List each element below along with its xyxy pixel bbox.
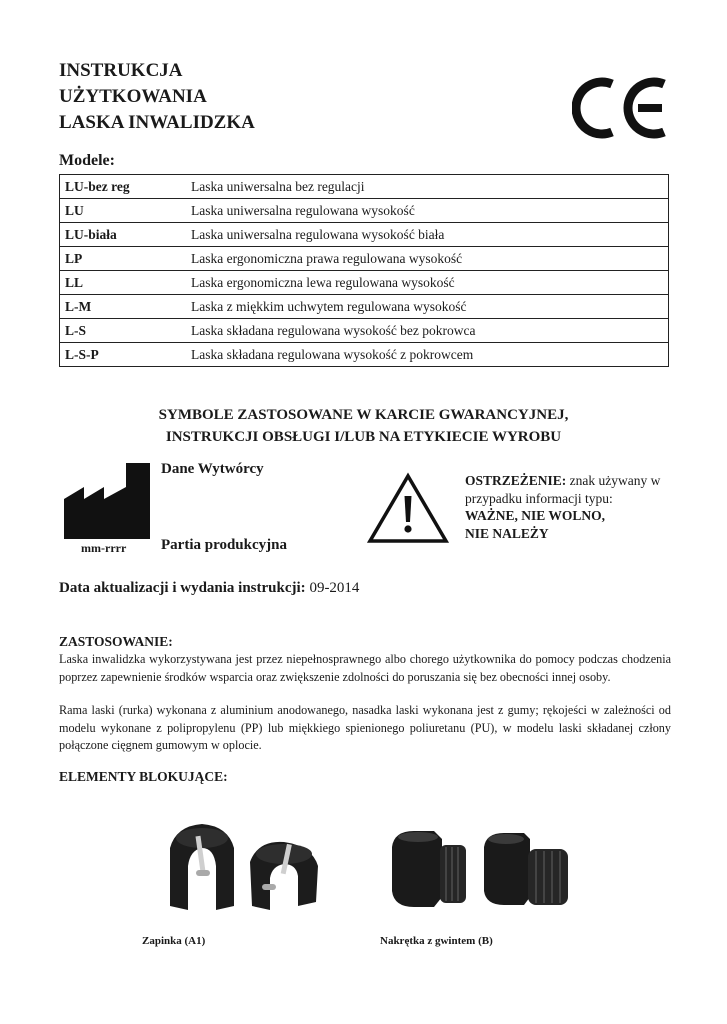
application-heading: ZASTOSOWANIE: bbox=[59, 634, 173, 649]
model-code: LU-biała bbox=[60, 223, 187, 247]
table-row bbox=[60, 199, 669, 223]
warning-examples-line-2: NIE NALEŻY bbox=[465, 525, 549, 541]
model-code: L-M bbox=[60, 295, 187, 319]
title-line-3: LASKA INWALIDZKA bbox=[59, 112, 255, 133]
model-description: Laska składana regulowana wysokość bez pokrowca bbox=[186, 319, 669, 343]
model-description: Laska z miękkim uchwytem regulowana wysokość bbox=[186, 295, 669, 319]
model-description: Laska uniwersalna bez regulacji bbox=[186, 175, 669, 199]
title-line-1: INSTRUKCJA bbox=[59, 60, 183, 81]
symbols-heading-line-1: SYMBOLE ZASTOSOWANE W KARCIE GWARANCYJNEJ, bbox=[158, 407, 569, 423]
model-description: Laska składana regulowana wysokość z pokrowcem bbox=[186, 343, 669, 367]
models-table bbox=[59, 174, 669, 367]
model-description: Laska ergonomiczna lewa regulowana wysokość bbox=[186, 271, 669, 295]
document-title bbox=[59, 58, 255, 136]
update-date-value: 09-2014 bbox=[305, 580, 360, 596]
batch-label: Partia produkcyjna bbox=[161, 537, 287, 553]
model-code: L-S bbox=[60, 319, 187, 343]
update-date-line bbox=[59, 580, 359, 597]
warning-triangle-icon bbox=[366, 472, 450, 544]
symbols-heading-line-2: INSTRUKCJI OBSŁUGI I/LUB NA ETYKIECIE WYROBU bbox=[165, 429, 562, 445]
clip-caption: Zapinka (A1) bbox=[142, 935, 206, 947]
table-row bbox=[60, 271, 669, 295]
table-row bbox=[60, 319, 669, 343]
model-description: Laska uniwersalna regulowana wysokość bbox=[186, 199, 669, 223]
model-code: L-S-P bbox=[60, 343, 187, 367]
model-description: Laska ergonomiczna prawa regulowana wysokość bbox=[186, 247, 669, 271]
nut-caption: Nakrętka z gwintem (B) bbox=[380, 935, 493, 947]
clip-image bbox=[158, 818, 338, 918]
lot-code: mm-rrrr bbox=[81, 541, 127, 555]
table-row bbox=[60, 223, 669, 247]
table-row bbox=[60, 343, 669, 367]
warning-text: znak używany w przypadku informacji typu: bbox=[465, 473, 661, 506]
title-line-2: UŻYTKOWANIA bbox=[59, 86, 207, 107]
locking-elements-heading: ELEMENTY BLOKUJĄCE: bbox=[59, 769, 228, 784]
model-code: LU-bez reg bbox=[60, 175, 187, 199]
warning-description bbox=[465, 472, 675, 542]
table-row bbox=[60, 247, 669, 271]
factory-icon bbox=[64, 463, 150, 539]
table-row bbox=[60, 295, 669, 319]
symbols-heading bbox=[100, 404, 627, 448]
warning-examples-line-1: WAŻNE, NIE WOLNO, bbox=[465, 508, 606, 523]
update-date-label: Data aktualizacji i wydania instrukcji: bbox=[59, 580, 306, 596]
manufacturer-label: Dane Wytwórcy bbox=[161, 461, 264, 477]
application-paragraph-1: Laska inwalidzka wykorzystywana jest przez niepełnosprawnego albo chorego użytkownika do pomocy podczas chodzenia poprzez zapewnienie środków wsparcia oraz zwiększenie zdolności do poruszania się bez obecności innej osoby. bbox=[59, 652, 671, 684]
threaded-nut-image bbox=[384, 823, 580, 915]
models-label: Modele: bbox=[59, 152, 115, 169]
ce-mark-icon bbox=[572, 76, 668, 140]
model-code: LU bbox=[60, 199, 187, 223]
table-row bbox=[60, 175, 669, 199]
warning-label: OSTRZEŻENIE: bbox=[465, 473, 567, 488]
model-code: LL bbox=[60, 271, 187, 295]
application-paragraph-2: Rama laski (rurka) wykonana z aluminium anodowanego, nasadka laski wykonana jest z gumy; rękojeści w zależności od modelu wykonane z polipropylenu (PP) lub miękkiego spienionego poliuretanu (PU), w modelu laski składanej człony połączone cięgnem gumowym w oplocie. bbox=[59, 703, 671, 752]
model-code: LP bbox=[60, 247, 187, 271]
model-description: Laska uniwersalna regulowana wysokość biała bbox=[186, 223, 669, 247]
